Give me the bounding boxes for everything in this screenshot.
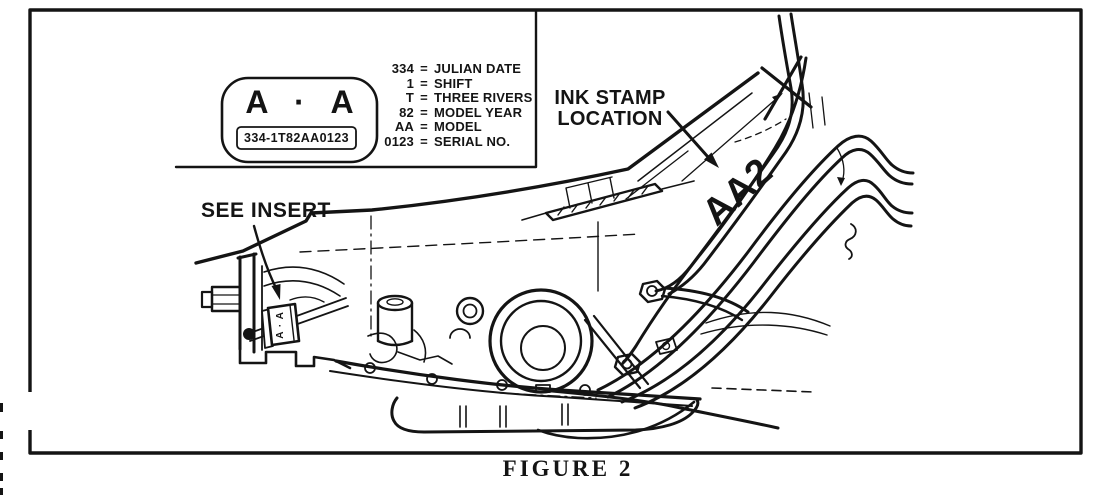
stamp-code-legend bbox=[370, 62, 536, 150]
legend-value: SHIFT bbox=[434, 75, 473, 91]
legend-value: THREE RIVERS bbox=[434, 90, 533, 106]
scan-marks bbox=[0, 403, 3, 495]
legend-key: 82 bbox=[399, 104, 414, 120]
bolt-head bbox=[243, 328, 255, 340]
legend-equals: = bbox=[420, 90, 428, 106]
legend-row bbox=[370, 135, 536, 150]
legend-equals: = bbox=[420, 104, 428, 120]
stamp-code-text: 334-1T82AA0123 bbox=[244, 131, 349, 145]
legend-value: MODEL YEAR bbox=[434, 104, 523, 120]
servo-cylinder bbox=[378, 296, 412, 345]
tube-fitting-upper bbox=[640, 281, 665, 302]
stamp-plate-text: A · A bbox=[245, 83, 363, 120]
build-tag-text: A · A bbox=[274, 311, 286, 339]
bolt-boss bbox=[450, 298, 483, 338]
legend-row bbox=[370, 62, 536, 77]
legend-value: JULIAN DATE bbox=[434, 61, 522, 76]
shaft-nub bbox=[202, 292, 212, 307]
legend-equals: = bbox=[420, 75, 428, 91]
legend-key: 334 bbox=[391, 61, 414, 76]
legend-key: AA bbox=[394, 119, 414, 135]
see-insert-arrow bbox=[254, 226, 281, 300]
legend-key: T bbox=[405, 90, 414, 106]
see-insert-label: SEE INSERT bbox=[201, 199, 331, 222]
legend-row bbox=[370, 91, 536, 106]
ink-stamp-label-line1: INK STAMP bbox=[554, 87, 666, 109]
legend-row bbox=[370, 106, 536, 121]
figure-caption: FIGURE 2 bbox=[502, 456, 634, 481]
input-shaft bbox=[212, 287, 240, 311]
stamped-code-text: AA2 bbox=[694, 149, 782, 234]
legend-value: MODEL bbox=[434, 119, 482, 135]
figure-frame bbox=[0, 10, 1081, 495]
linkage-bracket bbox=[368, 316, 648, 388]
legend-equals: = bbox=[420, 61, 428, 76]
ink-stamp-label-line2: LOCATION bbox=[557, 108, 663, 130]
legend-row bbox=[370, 120, 536, 135]
ink-stamp-location-label bbox=[543, 88, 677, 130]
governor-cover bbox=[490, 290, 592, 392]
legend-row bbox=[370, 77, 536, 92]
legend-key: 0123 bbox=[384, 133, 414, 149]
legend-value: SERIAL NO. bbox=[434, 133, 511, 149]
legend-equals: = bbox=[420, 133, 428, 149]
legend-equals: = bbox=[420, 119, 428, 135]
legend-key: 1 bbox=[406, 75, 414, 91]
